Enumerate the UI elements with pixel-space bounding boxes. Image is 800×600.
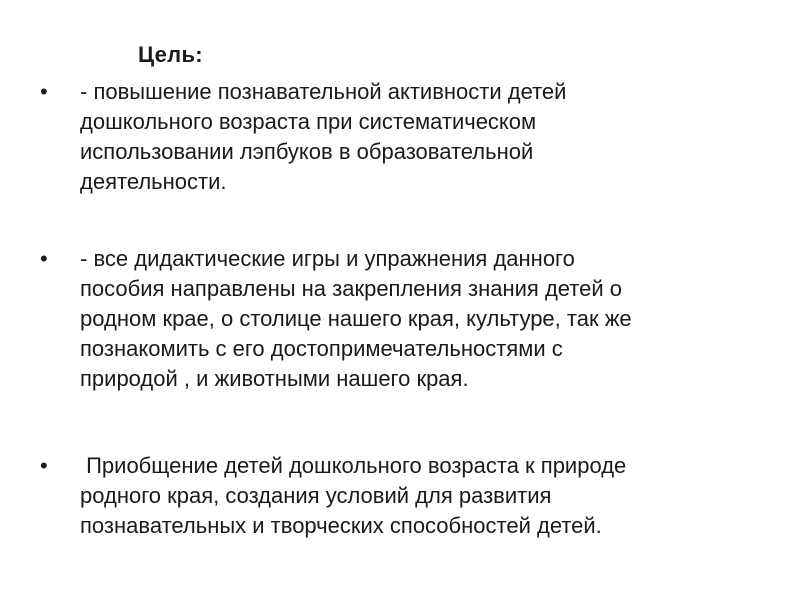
bullet-dot-icon: • (40, 246, 48, 271)
bullet-line: родном крае, о столице нашего края, культуре, так же (80, 306, 632, 331)
bullet-dot-icon: • (40, 79, 48, 104)
bullet-line: пособия направлены на закрепления знания детей о (80, 276, 622, 301)
bullet-line: дошкольного возраста при систематическом (80, 109, 537, 134)
bullet-text (80, 77, 750, 197)
bullet-line: - все дидактические игры и упражнения данного (80, 246, 575, 271)
bullet-line: познавательных и творческих способностей детей. (80, 513, 602, 538)
bullet-line: деятельности. (80, 169, 227, 194)
slide-title: Цель: (138, 42, 203, 67)
bullet-line: родного края, создания условий для развития (80, 483, 552, 508)
bullet-dot-icon: • (40, 453, 48, 478)
bullet-line: - повышение познавательной активности детей (80, 79, 567, 104)
bullet-line: использовании лэпбуков в образовательной (80, 139, 534, 164)
bullet-text (80, 451, 750, 541)
bullet-line: Приобщение детей дошкольного возраста к природе (80, 453, 627, 478)
bullet-text (80, 244, 750, 394)
bullet-line: природой , и животными нашего края. (80, 366, 469, 391)
bullet-line: познакомить с его достопримечательностями с (80, 336, 563, 361)
